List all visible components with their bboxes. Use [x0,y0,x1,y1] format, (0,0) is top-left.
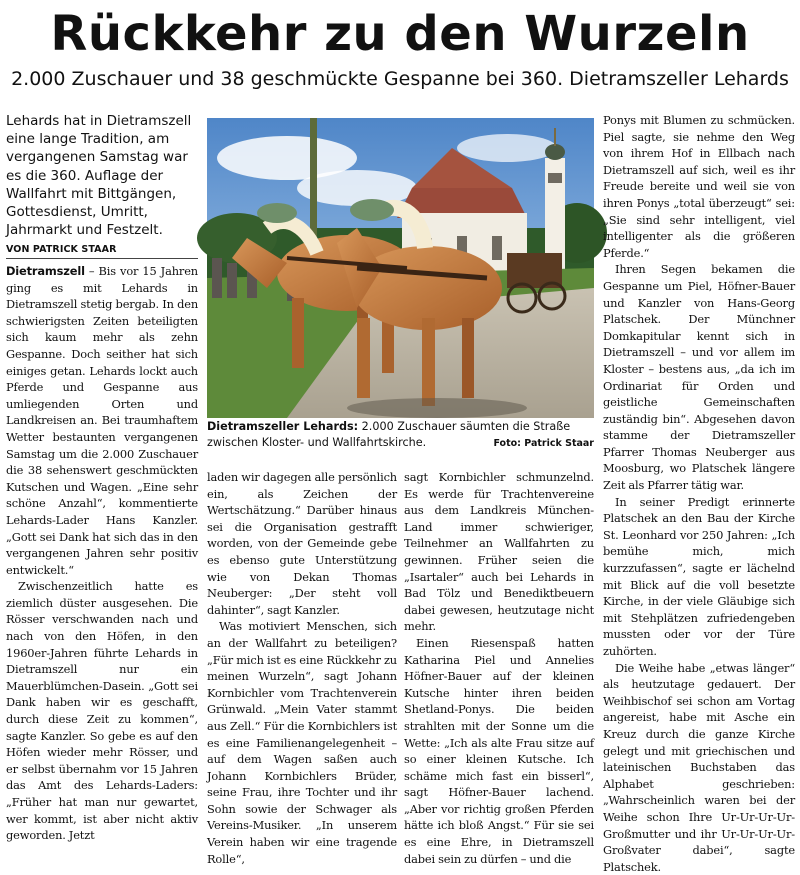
caption-text: 2.000 Zuschauer säumten die Straße zwischen Kloster- und Wallfahrtskirche. [207,420,571,449]
paragraph: laden wir dagegen alle persönlich ein, als Zeichen der Wertschätzung.“ Darüber hinaus sei die Organisation gestrafft worden, von der Gemeinde gebe es ebenso gute Unterstützung wie von Dekan Thomas Neuberger: „Der steht voll dahinter“, sagt Kanzler. [207,470,397,617]
article-column-1 [6,263,198,843]
paragraph: Was motiviert Menschen, sich an der Wallfahrt zu beteiligen? „Für mich ist es eine Rückkehr zu meinen Wurzeln“, sagt Johann Kornbichler vom Trachtenverein Grünwald. „Mein Vater stammt aus Zell.“ Für die Kornbichlers ist es eine Familienangelegenheit – auf dem Wagen saßen auch Johann Kornbichlers Brüder, seine Frau, ihre Tochter und ihr Sohn sowie der Schwager als Vereins-Musiker. „In unserem Verein haben wir eine tragende Rolle“, [207,619,397,866]
photo-caption [207,419,594,452]
photo-credit: Foto: Patrick Staar [493,438,594,449]
paragraph: sagt Kornbichler schmunzelnd. Es werde für Trachtenvereine aus dem Landkreis München-Land immer schwieriger, Teilnehmer an Wallfahrten zu gewinnen. Früher seien die „Isartaler“ auch bei Lehards in Bad Tölz und Benediktbeuern dabei gewesen, heutzutage nicht mehr. [404,470,594,634]
paragraph [6,263,198,578]
byline: VON PATRICK STAAR [6,244,117,255]
article-photo [207,118,594,418]
lead-paragraph: Lehards hat in Dietramszell eine lange Tradition, am vergangenen Samstag war es die 360. Auflage der Wallfahrt mit Bittgängen, Gottesdienst, Umritt, Jahrmarkt und Festzelt. [6,113,192,239]
paragraph: Die Weihe habe „etwas länger“ als heutzutage gedauert. Der Weihbischof sei schon am Vortag angereist, habe mit Asche ein Kreuz durch die ganze Kirche gelegt und mit griechischen und lateinischen Buchstaben das Alphabet geschrieben: „Wahrscheinlich waren bei der Weihe schon Ihre Ur-Ur-Ur-Ur-Großmutter und ihr Ur-Ur-Ur-Ur-Großvater dabei“, sagte Platschek. [603,660,795,874]
byline-rule [6,258,198,259]
headline: Rückkehr zu den Wurzeln [50,6,750,62]
caption-lead: Dietramszeller Lehards: [207,420,359,433]
article-column-4 [603,112,795,874]
subheadline: 2.000 Zuschauer und 38 geschmückte Gespanne bei 360. Dietramszeller Lehards [11,68,789,90]
paragraph: Einen Riesenspaß hatten Katharina Piel und Annelies Höfner-Bauer auf der kleinen Kutsche hinter ihren beiden Shetland-Ponys. Die beiden strahlten mit der Sonne um die Wette: „Ich als alte Frau sitze auf so einer kleinen Kutsche. Ich schäme mich fast ein bisserl“, sagt Höfner-Bauer lachend. „Aber vor richtig großen Pferden hätte ich bloß Angst.“ Für sie sei es eine Ehre, in Dietramszell dabei sein zu dürfen – und die [404,635,594,866]
dateline: Dietramszell [6,264,85,278]
paragraph: Ponys mit Blumen zu schmücken. Piel sagte, sie nehme den Weg von ihrem Hof in Ellbach nach Dietramszell auf sich, weil es ihr Freude bereite und weil sie von ihren Ponys „total überzeugt“ sei: „Sie sind sehr intelligent, viel intelligenter als die größeren Pferde.“ [603,113,795,260]
paragraph: In seiner Predigt erinnerte Platschek an den Bau der Kirche St. Leonhard vor 250 Jahren: „Ich bemühe mich, mich kurzzufassen“, sagte er lächelnd mit Blick auf die voll besetzte Kirche, in der viele Gläubige sich mit Stehplätzen zufriedengeben mussten oder vor der Türe zuhörten. [603,494,795,658]
article-column-2 [207,469,397,866]
article-column-3 [404,469,594,866]
paragraph: Zwischenzeitlich hatte es ziemlich düster ausgesehen. Die Rösser verschwanden nach und nach von den Höfen, in den 1960er-Jahren führte Lehards in Dietramszell nur ein Mauerblümchen-Dasein. „Gott sei Dank haben wir es geschafft, durch diese Zeit zu kommen“, sagte Kanzler. So gebe es auf den Höfen wieder mehr Rösser, und er selbst übernahm vor 15 Jahren das Amt des Lehards-Laders: „Früher hat man nur gewartet, wer kommt, ist aber nicht aktiv geworden. Jetzt [6,579,198,843]
paragraph: Ihren Segen bekamen die Gespanne um Piel, Höfner-Bauer und Kanzler von Hans-Georg Platschek. Der Münchner Domkapitular kennt sich in Dietramszell – und vor allem im Kloster – bestens aus, „da ich im Ordinariat für Orden und geistliche Gemeinschaften zuständig bin“. Abgesehen davon stamme der Dietramszeller Pfarrer Thomas Neuberger aus Moosburg, wo Platschek längere Zeit als Pfarrer tätig war. [603,262,795,493]
horse-carriage-photo [207,118,594,418]
paragraph-text: – Bis vor 15 Jahren ging es mit Lehards in Dietramszell stetig bergab. In den schwierigsten Zeiten beteiligten sich kaum mehr als zehn Gespanne. Doch seither hat sich einiges getan. Lehards lockt auch Pferde und Gespanne aus umliegenden Orten und Landkreisen an. Bei traumhaftem Wetter bestaunten vergangenen Samstag um die 2.000 Zuschauer die 38 sehenswert geschmückten Kutschen und Wagen. „Eine sehr schöne Anzahl“, kommentierte Lehards-Lader Hans Kanzler. „Gott sei Dank hat sich das in den vergangenen Jahren sehr positiv entwickelt.“ [6,264,198,577]
